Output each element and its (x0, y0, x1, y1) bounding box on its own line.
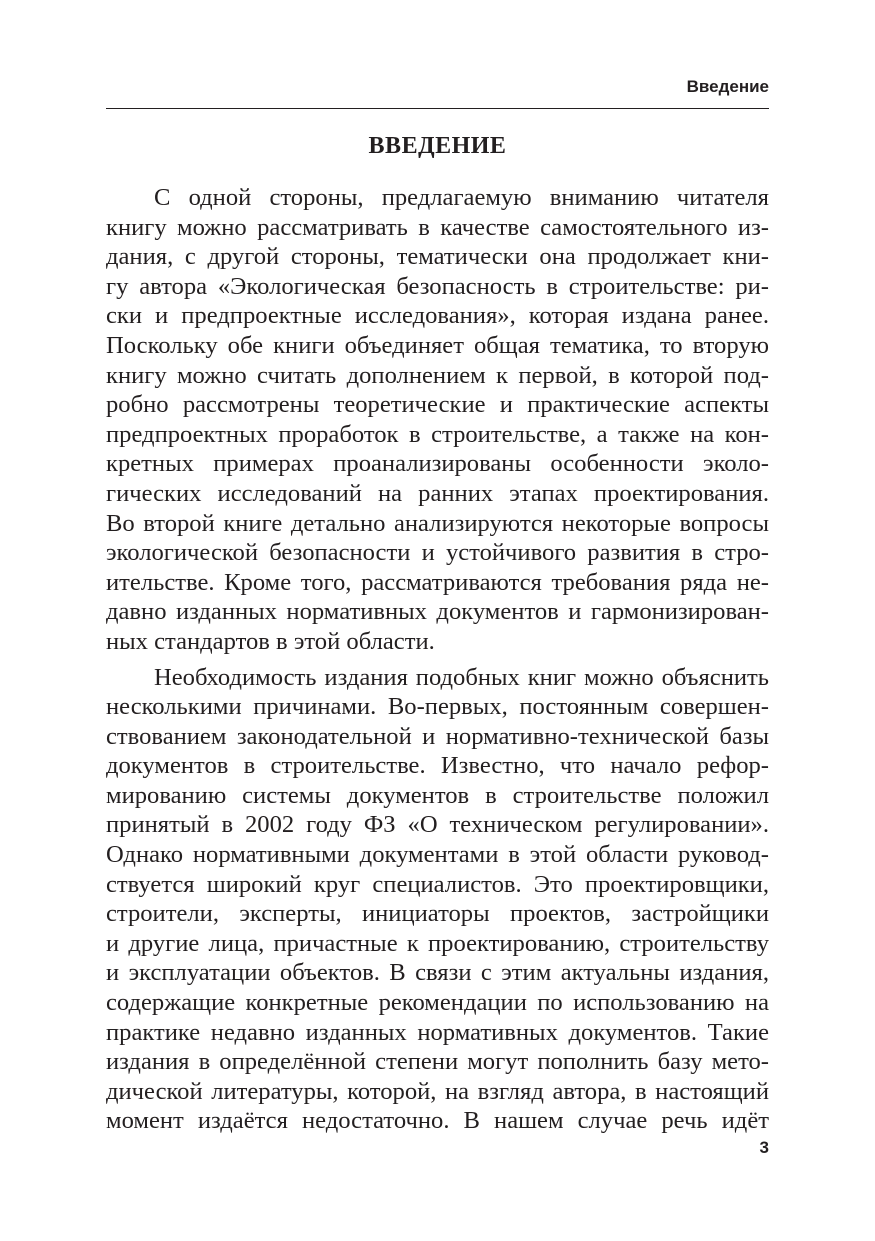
paragraph (106, 663, 769, 1137)
text-line: С одной стороны, предлагаемую вниманию читателя (154, 184, 769, 211)
text-line: гу автора «Экологическая безопасность в строительстве: ри- (106, 272, 769, 300)
text-line: и эксплуатации объектов. В связи с этим актуальны издания, (106, 959, 769, 987)
text-line: ски и предпроектные исследования», которая издана ранее. (106, 302, 769, 330)
text-line: строители, эксперты, инициаторы проектов, застройщики (106, 900, 769, 928)
text-line: мированию системы документов в строительстве положил (106, 781, 769, 809)
text-line: ствованием законодательной и нормативно-технической базы (106, 722, 769, 750)
paragraph (106, 183, 769, 657)
text-line: Необходимость издания подобных книг можно объяснить (154, 663, 769, 691)
page-number: 3 (759, 1138, 769, 1157)
text-line: издания в определённой степени могут пополнить базу мето- (106, 1048, 769, 1076)
text-line: и другие лица, причастные к проектированию, строительству (106, 929, 769, 957)
body-text (106, 183, 769, 1136)
text-line: экологической безопасности и устойчивого развития в стро- (106, 539, 769, 567)
text-line: момент издаётся недостаточно. В нашем случае речь идёт (106, 1107, 769, 1135)
text-line: практике недавно изданных нормативных документов. Такие (106, 1018, 769, 1046)
text-line: принятый в 2002 году ФЗ «О техническом регулировании». (106, 811, 769, 839)
text-line: предпроектных проработок в строительстве, а также на кон- (106, 420, 769, 448)
text-line: книгу можно рассматривать в качестве самостоятельного из- (106, 213, 769, 241)
text-line: книгу можно считать дополнением к первой, в которой под- (106, 361, 769, 389)
text-line: Во второй книге детально анализируются некоторые вопросы (106, 509, 769, 537)
text-line: ительстве. Кроме того, рассматриваются требования ряда не- (106, 568, 769, 596)
text-line: давно изданных нормативных документов и гармонизирован- (106, 598, 769, 626)
text-line: Поскольку обе книги объединяет общая тематика, то вторую (106, 331, 769, 359)
page-title: ВВЕДЕНИЕ (368, 133, 507, 159)
text-line: несколькими причинами. Во-первых, постоянным совершен- (106, 693, 769, 721)
text-line: дической литературы, которой, на взгляд автора, в настоящий (106, 1077, 769, 1105)
text-line: Однако нормативными документами в этой области руковод- (106, 841, 769, 869)
text-line: содержащие конкретные рекомендации по использованию на (106, 989, 769, 1017)
text-line: робно рассмотрены теоретические и практические аспекты (106, 391, 769, 419)
text-line: ствуется широкий круг специалистов. Это проектировщики, (106, 870, 769, 898)
running-header (106, 76, 769, 109)
text-line: документов в строительстве. Известно, что начало рефор- (106, 752, 769, 780)
running-header-title: Введение (686, 77, 769, 96)
text-line: ных стандартов в этой области. (106, 627, 435, 655)
text-line: дания, с другой стороны, тематически она продолжает кни- (106, 243, 769, 271)
text-line: кретных примерах проанализированы особенности эколо- (106, 450, 769, 478)
text-line: гических исследований на ранних этапах проектирования. (106, 479, 769, 507)
